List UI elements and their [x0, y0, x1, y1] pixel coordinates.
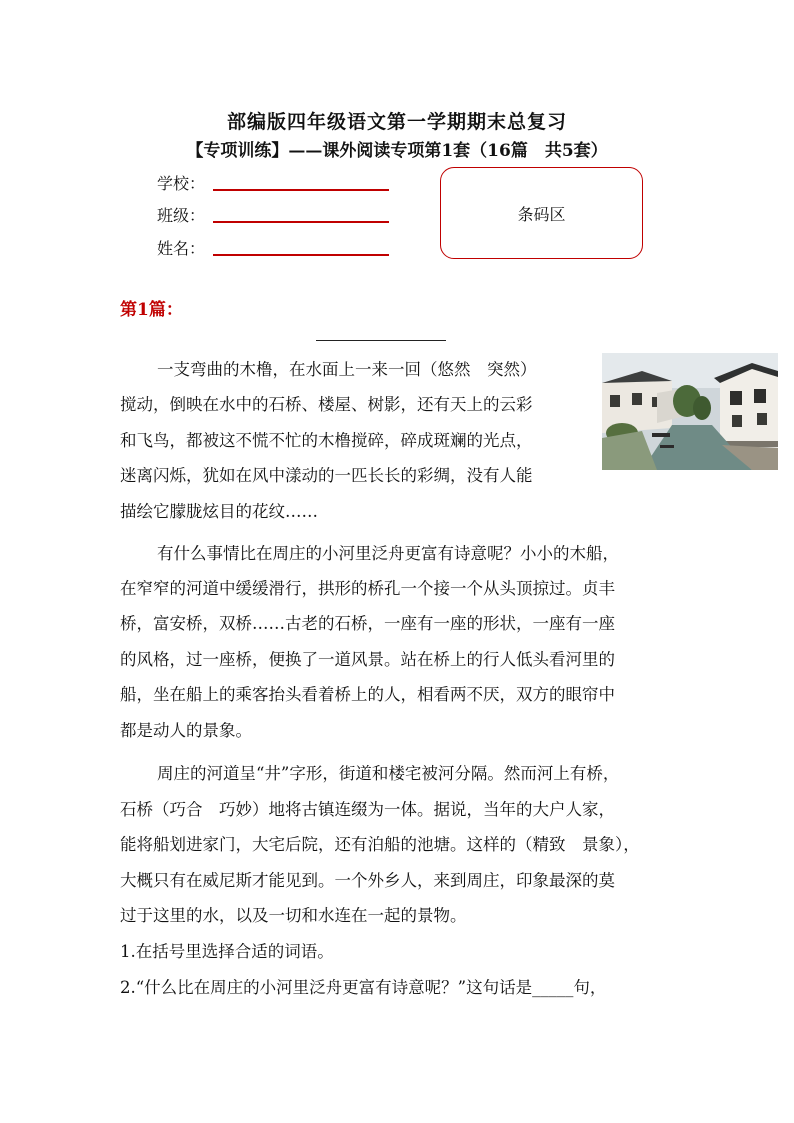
passage-line: 过于这里的水，以及一切和水连在一起的景物。 — [120, 906, 467, 925]
school-field — [157, 170, 389, 194]
passage-line: 在窄窄的河道中缓缓滑行，拱形的桥孔一个接一个从头顶掠过。贞丰 — [120, 579, 615, 598]
passage-line: 周庄的河道呈“井”字形，街道和楼宅被河分隔。然而河上有桥， — [157, 764, 620, 783]
passage-line: 船，坐在船上的乘客抬头看着桥上的人，相看两不厌，双方的眼帘中 — [120, 685, 615, 704]
name-blank[interactable] — [213, 240, 389, 256]
barcode-label: 条码区 — [517, 204, 566, 224]
passage-line: 迷离闪烁，犹如在风中漾动的一匹长长的彩绸，没有人能 — [120, 466, 533, 485]
page-title: 部编版四年级语文第一学期期末总复习 — [226, 111, 567, 133]
zhouzhuang-canal-photo — [602, 353, 778, 470]
passage-line: 石桥（巧合 巧妙）地将古镇连缀为一体。据说，当年的大户人家， — [120, 800, 615, 819]
section-title: 第1篇： — [120, 300, 183, 320]
name-label: 姓名： — [157, 239, 206, 258]
passage-line: 能将船划进家门，大宅后院，还有泊船的池塘。这样的（精致 景象）， — [120, 835, 640, 854]
passage-line: 桥，富安桥，双桥……古老的石桥，一座有一座的形状，一座有一座 — [120, 614, 615, 633]
passage-line: 大概只有在威尼斯才能见到。一个外乡人，来到周庄，印象最深的莫 — [120, 871, 615, 890]
page-subtitle: 【专项训练】——课外阅读专项第1套（16篇 共5套） — [186, 141, 608, 161]
barcode-area — [440, 167, 643, 259]
passage-line: 有什么事情比在周庄的小河里泛舟更富有诗意呢？小小的木船， — [157, 544, 619, 563]
passage-title-blank — [316, 340, 446, 341]
question-1: 1.在括号里选择合适的词语。 — [120, 942, 334, 961]
passage-line: 搅动，倒映在水中的石桥、楼屋、树影，还有天上的云彩 — [120, 395, 533, 414]
passage-line: 都是动人的景象。 — [120, 721, 252, 740]
school-blank[interactable] — [213, 175, 389, 191]
passage-line: 的风格，过一座桥，便换了一道风景。站在桥上的行人低头看河里的 — [120, 650, 615, 669]
passage-line: 描绘它朦胧炫目的花纹…… — [120, 502, 318, 521]
passage-line: 一支弯曲的木橹，在水面上一来一回（悠然 突然） — [157, 360, 537, 379]
class-blank[interactable] — [213, 207, 389, 223]
class-field — [157, 202, 389, 226]
passage-line: 和飞鸟，都被这不慌不忙的木橹搅碎，碎成斑斓的光点， — [120, 431, 533, 450]
class-label: 班级： — [157, 206, 206, 225]
question-2: 2.“什么比在周庄的小河里泛舟更富有诗意呢？”这句话是_____句， — [120, 978, 607, 997]
name-field — [157, 235, 389, 259]
school-label: 学校： — [157, 174, 206, 193]
